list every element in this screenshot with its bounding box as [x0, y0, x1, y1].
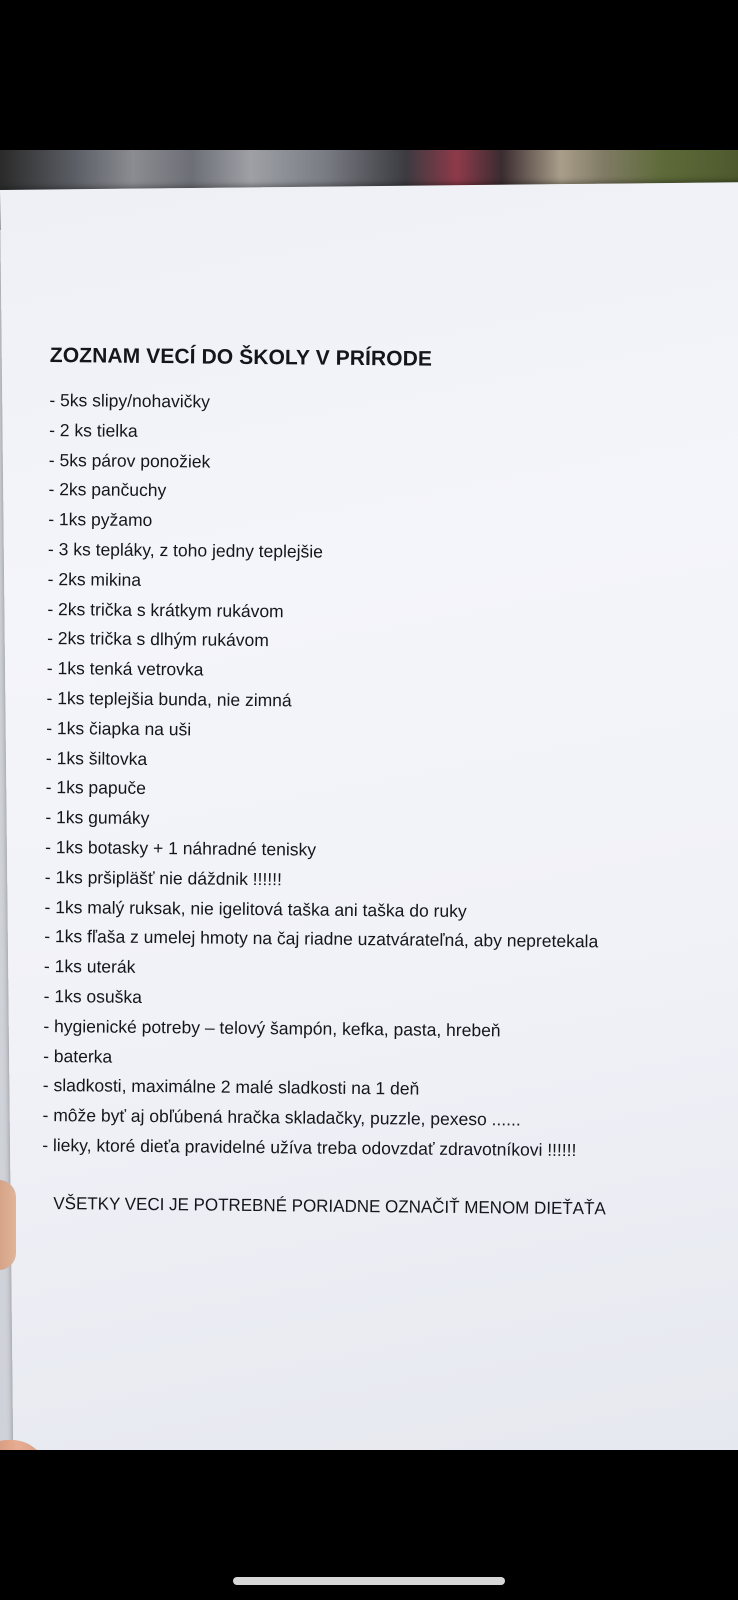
list-item: - 1ks šiltovka — [45, 747, 148, 769]
list-item: - baterka — [43, 1045, 113, 1067]
list-item: - 2 ks tielka — [49, 419, 138, 441]
list-item: - 1ks gumáky — [45, 807, 150, 829]
list-item: - 3 ks tepláky, z toho jedny teplejšie — [47, 538, 324, 562]
labeling-note: VŠETKY VECI JE POTREBNÉ PORIADNE OZNAČIŤ MENOM DIEŤAŤA — [53, 1192, 606, 1219]
list-item: - 1ks osuška — [43, 985, 143, 1007]
list-item: - 2ks trička s krátkym rukávom — [47, 598, 284, 621]
list-item: - hygienické potreby – telový šampón, kefka, pasta, hrebeň — [43, 1015, 501, 1041]
checklist-document — [42, 340, 730, 1221]
document-title: ZOZNAM VECÍ DO ŠKOLY V PRÍRODE — [49, 343, 433, 371]
list-item: - sladkosti, maximálne 2 malé sladkosti na 1 deň — [42, 1075, 420, 1099]
list-item: - 1ks papuče — [45, 777, 147, 799]
list-item: - 1ks čiapka na uši — [46, 717, 192, 740]
list-item: - 1ks pršipläšť nie dáždnik !!!!!! — [44, 866, 283, 890]
list-item: - 2ks trička s dlhým rukávom — [47, 628, 269, 651]
list-item: - 1ks pyžamo — [48, 509, 153, 531]
list-item: - 1ks malý ruksak, nie igelitová taška ani taška do ruky — [44, 896, 467, 921]
list-item: - môže byť aj obľúbená hračka skladačky, puzzle, pexeso ...... — [42, 1105, 521, 1130]
list-item: - 2ks pančuchy — [48, 479, 167, 501]
list-item: - 2ks mikina — [47, 568, 142, 590]
list-item: - 5ks slipy/nohavičky — [49, 389, 210, 412]
list-item: - 5ks párov ponožiek — [48, 449, 211, 472]
list-item: - 1ks fľaša z umelej hmoty na čaj riadne uzatvárateľná, aby nepretekala — [44, 926, 599, 952]
list-item: - lieky, ktoré dieťa pravidelné užíva treba odovzdať zdravotníkovi !!!!!! — [42, 1134, 577, 1161]
finger — [0, 1180, 16, 1270]
list-item: - 1ks botasky + 1 náhradné tenisky — [45, 836, 317, 860]
home-indicator[interactable] — [233, 1577, 505, 1585]
list-item: - 1ks uterák — [43, 956, 136, 977]
list-item: - 1ks tenká vetrovka — [46, 658, 204, 680]
list-item: - 1ks teplejšia bunda, nie zimná — [46, 687, 292, 711]
item-list — [42, 386, 729, 1167]
